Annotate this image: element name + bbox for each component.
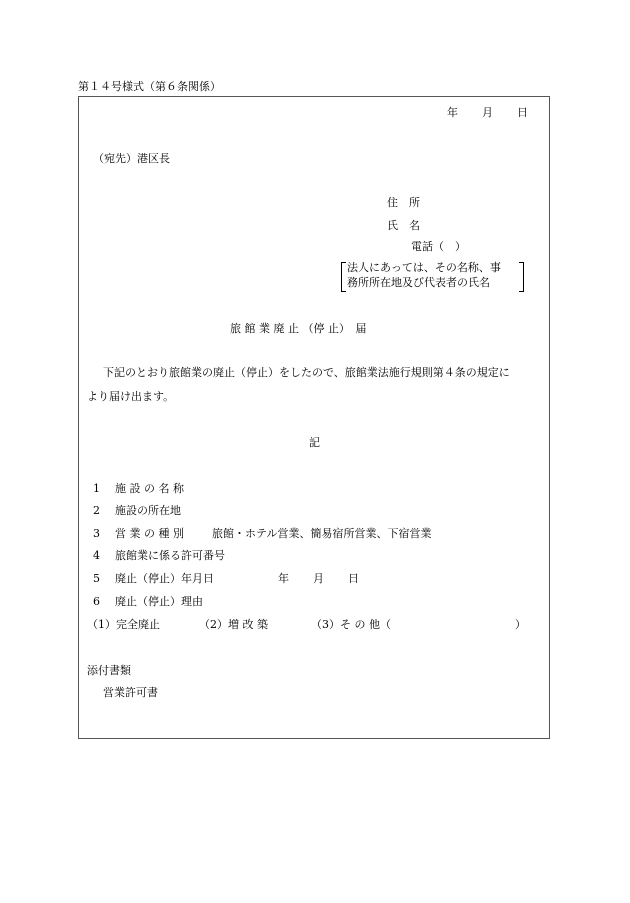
item-1-label: 施 設 の 名 称 [115, 482, 184, 495]
item-4-label: 旅館業に係る許可番号 [115, 549, 225, 562]
body-line-2: より届け出ます。 [87, 390, 175, 403]
reason-other-close: ） [515, 618, 526, 631]
attachments-label: 添付書類 [87, 664, 131, 677]
item-2-num: 2 [93, 504, 100, 517]
item-6-num: 6 [93, 595, 100, 608]
reason-renovation: （2）増 改 築 [199, 618, 268, 631]
item-3-num: 3 [93, 527, 100, 540]
date-month: 月 [482, 106, 493, 119]
item-3-value: 旅館・ホテル営業、簡易宿所営業、下宿営業 [212, 527, 432, 540]
corporate-note-line2: 務所所在地及び代表者の氏名 [347, 276, 490, 289]
phone-label: 電話（ ） [411, 240, 466, 253]
item-5-year: 年 [278, 572, 289, 585]
body-line-1: 下記のとおり旅館業の廃止（停止）をしたので、旅館業法施行規則第４条の規定に [103, 366, 510, 379]
item-5-month: 月 [313, 572, 324, 585]
date-year: 年 [447, 106, 458, 119]
reason-other: （3）そ の 他（ [311, 618, 391, 631]
item-4-num: 4 [93, 549, 100, 562]
reason-complete-closure: （1）完全廃止 [87, 618, 160, 631]
item-5-label: 廃止（停止）年月日 [115, 572, 214, 585]
item-5-day: 日 [348, 572, 359, 585]
item-6-label: 廃止（停止）理由 [115, 595, 203, 608]
document-title: 旅 館 業 廃 止 （停 止） 届 [230, 322, 367, 335]
date-day: 日 [517, 106, 528, 119]
left-bracket [341, 262, 346, 292]
corporate-note-line1: 法人にあっては、その名称、事 [347, 261, 501, 274]
attachment-item: 営業許可書 [103, 686, 158, 699]
right-bracket [519, 262, 524, 292]
address-label: 住 所 [387, 196, 420, 209]
name-label: 氏 名 [387, 219, 420, 232]
form-number: 第１４号様式（第６条関係） [78, 80, 221, 93]
ki-heading: 記 [309, 436, 320, 449]
item-5-num: 5 [93, 572, 100, 585]
addressee: （宛先）港区長 [93, 152, 170, 165]
item-3-label: 営 業 の 種 別 [115, 527, 184, 540]
form-frame [78, 96, 550, 739]
item-2-label: 施設の所在地 [115, 504, 181, 517]
item-1-num: 1 [93, 482, 100, 495]
